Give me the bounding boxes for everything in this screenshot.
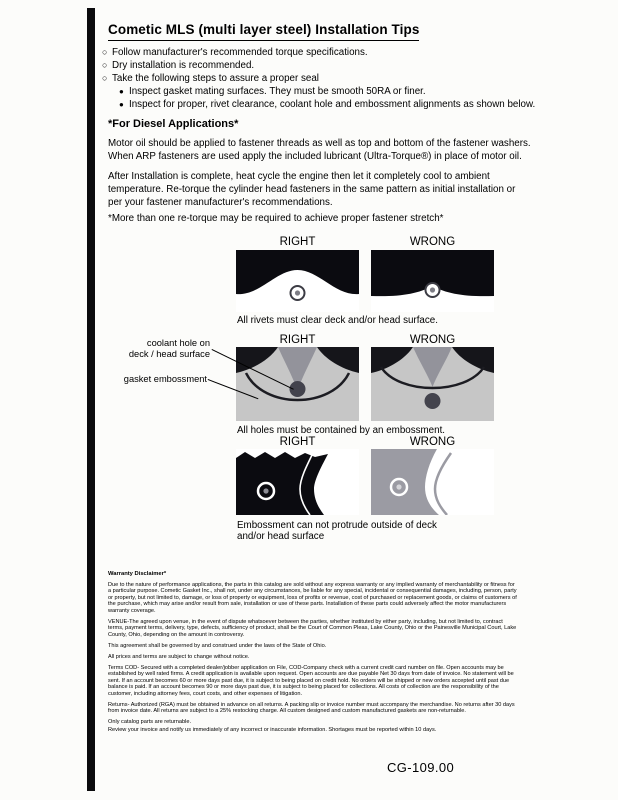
warranty-paragraph: Review your invoice and notify us immediately of any incorrect or inaccurate information. Shortages must be reported within 10 days.	[108, 726, 437, 733]
diagram-section	[236, 236, 494, 546]
open-bullet-icon: ○	[102, 59, 108, 70]
warranty-paragraph: Due to the nature of performance applications, the parts in this catalog are sold without any express warranty or any implied warranty of merchantability or fitness for a particular purpose. Cometic Gasket Inc., shall not, under any circumstances, be liable for any special, incidental or consequential damages, including, person, party or property, but not limited to, damage, or loss of property or equipment, loss of profits or revenue, cost of purchased or replacement goods, or claims of customers of the purchase, which may arise and/or result from sale, installation or use of these parts. Installation of these parts could adversely affect the motor manufacturers warranty coverage.	[108, 581, 517, 614]
gasket-embossment-label: gasket embossment	[123, 374, 207, 384]
warranty-paragraph: All prices and terms are subject to change without notice.	[108, 653, 250, 660]
warranty-paragraph: Only catalog parts are returnable.	[108, 719, 192, 725]
embossment-right-image	[236, 347, 359, 421]
row2-headers	[236, 334, 494, 346]
coolant-hole-label-line2: deck / head surface	[128, 349, 210, 360]
row2-images	[236, 347, 494, 421]
list-item	[120, 86, 543, 99]
row1-caption: All rivets must clear deck and/or head surface.	[237, 315, 438, 326]
open-bullet-icon: ○	[102, 72, 108, 83]
diesel-paragraph-2: After Installation is complete, heat cycle the engine then let it completely cool to ambient temperature. Re-torque the cylinder head fasteners in the same pattern as initial installation or per your fastener manufacturer's recommendations.	[108, 171, 516, 208]
row3-caption-line2: and/or head surface	[237, 531, 325, 542]
row3-right-label: RIGHT	[279, 436, 316, 448]
row3-headers	[236, 436, 494, 448]
list-item	[120, 99, 543, 112]
row3-caption-line1: Embossment can not protrude outside of deck	[237, 520, 437, 531]
coolant-hole-label	[118, 338, 210, 360]
left-edge-bar	[87, 8, 95, 791]
coolant-hole-label-line1: coolant hole on	[146, 338, 210, 348]
protrusion-right-image	[236, 449, 359, 515]
embossment-wrong-image	[371, 347, 494, 421]
retorque-note: *More than one re-torque may be required to achieve proper fastener stretch*	[108, 213, 444, 224]
tips-list	[103, 47, 543, 112]
row2-wrong-label: WRONG	[409, 334, 456, 346]
row1-headers	[236, 236, 494, 248]
warranty-paragraph: VENUE-The agreed upon venue, in the event of dispute whatsoever between the parties, whether instituted by either party, including, but not limited to, contract terms, payment terms, delivery, type, defects, sufficiency of product, shall be the Court of Common Pleas, Lake County, Ohio or the Painesville Municipal Court, Lake County, Ohio, depending on the amount in controversy.	[108, 618, 517, 638]
protrusion-wrong-image	[371, 449, 494, 515]
row2-caption: All holes must be contained by an embossment.	[237, 425, 446, 436]
row3-images	[236, 449, 494, 515]
list-item	[103, 73, 543, 86]
filled-bullet-icon: ●	[119, 99, 124, 109]
warranty-section	[108, 571, 517, 738]
warranty-paragraph: Terms COD- Secured with a completed dealer/jobber application on File, COD-Company check with a current credit card number on file. Open accounts may be established by well rated firms. A credit application is available upon request. Open accounts are due payable Net 30 days from date of invoice. No statement will be sent. If an account becomes 60 or more days past due, it is subject to being placed on credit hold. No orders will be shipped or new orders accepted until past due balance is paid. If an account becomes 90 or more days past due, it is subject to being placed for collections. All costs of collection are the responsibility of the customer, including attorney fees, court costs, and other expenses of litigation.	[108, 664, 514, 697]
filled-bullet-icon: ●	[119, 86, 124, 96]
open-bullet-icon: ○	[102, 47, 108, 57]
list-item	[103, 47, 543, 60]
diesel-paragraph-1: Motor oil should be applied to fastener threads as well as top and bottom of the fastener washers. When ARP fasteners are used apply the included lubricant (Ultra-Torque®) in place of motor oil.	[108, 138, 531, 162]
row3-caption	[237, 520, 437, 542]
page-number: CG-109.00	[387, 760, 455, 775]
tip-text: Inspect gasket mating surfaces. They must be smooth 50RA or finer.	[129, 85, 426, 97]
row3-wrong-label: WRONG	[409, 436, 456, 448]
warranty-paragraph: This agreement shall be governed by and construed under the laws of the State of Ohio.	[108, 642, 327, 649]
warranty-paragraph: Returns- Authorized (RGA) must be obtained in advance on all returns. A packing slip or invoice number must accompany the merchandise. No returns after 30 days from invoice date. All returns are subject to a 25% restocking charge. All custom designed and custom manufactured gaskets are non-returnable.	[108, 701, 515, 714]
list-item	[103, 60, 543, 73]
row1-right-label: RIGHT	[279, 236, 316, 248]
diesel-heading: *For Diesel Applications*	[108, 118, 239, 130]
rivet-right-image	[236, 250, 359, 312]
row1-images	[236, 250, 494, 312]
row2-right-label: RIGHT	[279, 334, 316, 346]
rivet-wrong-image	[371, 250, 494, 312]
warranty-heading: Warranty Disclaimer*	[108, 571, 167, 577]
tip-text: Follow manufacturer's recommended torque specifications.	[112, 47, 368, 58]
tip-text: Inspect for proper, rivet clearance, coolant hole and embossment alignments as shown below.	[129, 98, 536, 110]
row1-wrong-label: WRONG	[409, 236, 456, 248]
tip-text: Take the following steps to assure a proper seal	[112, 72, 319, 84]
tip-text: Dry installation is recommended.	[112, 59, 255, 71]
page-title: Cometic MLS (multi layer steel) Installation Tips	[108, 22, 419, 41]
